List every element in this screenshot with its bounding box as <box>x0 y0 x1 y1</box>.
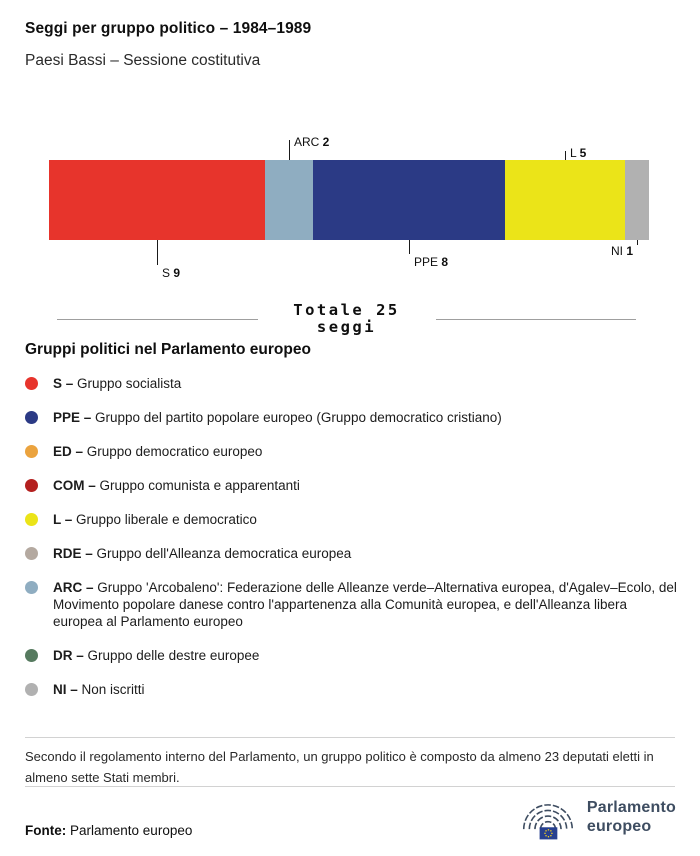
callout-tick <box>289 140 290 160</box>
callout-label-ni: NI 1 <box>610 244 633 258</box>
european-parliament-logo <box>520 791 676 843</box>
total-line1: Totale 25 <box>293 301 400 319</box>
source-text: Parlamento europeo <box>70 823 193 838</box>
legend-item-ni <box>25 681 677 698</box>
footnote-divider <box>25 737 675 738</box>
legend-dot-s <box>25 377 38 390</box>
legend-text-ed: ED – Gruppo democratico europeo <box>53 444 263 459</box>
bar-segment-ppe[interactable] <box>313 160 505 240</box>
legend-dot-ni <box>25 683 38 696</box>
hemicycle-icon <box>520 791 576 843</box>
legend-item-dr <box>25 647 677 664</box>
chart-title: Seggi per gruppo politico – 1984–1989 <box>25 20 312 37</box>
legend-item-ed <box>25 443 677 460</box>
callout-tick <box>157 240 158 265</box>
legend-dot-arc <box>25 581 38 594</box>
legend-item-rde <box>25 545 677 562</box>
hemicycle-arcs <box>524 805 573 829</box>
legend-list <box>25 375 677 698</box>
legend-dot-ppe <box>25 411 38 424</box>
legend-text-ppe: PPE – Gruppo del partito popolare europeo (Gruppo democratico cristiano) <box>53 410 502 425</box>
header <box>25 20 311 70</box>
logo-text-line2: europeo <box>586 818 652 835</box>
legend-text-com: COM – Gruppo comunista e apparentanti <box>53 478 300 493</box>
legend-text-s: S – Gruppo socialista <box>53 376 182 391</box>
legend-dot-dr <box>25 649 38 662</box>
bar-segment-arc[interactable] <box>265 160 313 240</box>
callout-tick <box>409 240 410 254</box>
logo-text-line1: Parlamento <box>586 799 676 816</box>
legend-text-rde: RDE – Gruppo dell'Alleanza democratica europea <box>53 546 352 561</box>
legend <box>25 341 677 715</box>
seat-bar <box>49 160 649 240</box>
source-label: Fonte: <box>25 823 67 838</box>
legend-item-l <box>25 511 677 528</box>
source-divider <box>25 786 675 787</box>
total-line2: seggi <box>316 318 377 336</box>
eu-flag-icon <box>539 827 557 839</box>
callout-label-arc: ARC 2 <box>294 135 330 149</box>
footnote: Secondo il regolamento interno del Parlamento, un gruppo politico è composto da almeno 23 deputati eletti in almeno sette Stati membri. <box>25 749 654 785</box>
seat-distribution-chart <box>49 134 649 282</box>
callout-tick <box>565 151 566 160</box>
legend-item-arc <box>25 579 677 630</box>
callout-tick <box>637 240 638 245</box>
bar-segment-s[interactable] <box>49 160 265 240</box>
total-seats <box>57 302 636 336</box>
legend-heading: Gruppi politici nel Parlamento europeo <box>25 341 311 358</box>
legend-dot-l <box>25 513 38 526</box>
total-divider-right <box>436 319 637 320</box>
legend-text-dr: DR – Gruppo delle destre europee <box>53 648 260 663</box>
legend-dot-ed <box>25 445 38 458</box>
bar-segment-l[interactable] <box>505 160 625 240</box>
total-divider-left <box>57 319 258 320</box>
callouts-above <box>49 134 649 160</box>
callouts-below <box>49 240 649 282</box>
legend-text-ni: NI – Non iscritti <box>53 682 145 697</box>
callout-label-l: L 5 <box>570 146 587 160</box>
callout-label-ppe: PPE 8 <box>414 255 449 269</box>
legend-dot-com <box>25 479 38 492</box>
legend-text-l: L – Gruppo liberale e democratico <box>53 512 257 527</box>
logo-text <box>587 798 676 836</box>
legend-item-ppe <box>25 409 677 426</box>
bar-segment-ni[interactable] <box>625 160 649 240</box>
source-line <box>25 823 192 838</box>
legend-item-com <box>25 477 677 494</box>
legend-item-s <box>25 375 677 392</box>
legend-dot-rde <box>25 547 38 560</box>
callout-label-s: S 9 <box>162 266 181 280</box>
chart-subtitle: Paesi Bassi – Sessione costitutiva <box>25 52 261 69</box>
total-seats-label <box>269 302 425 336</box>
legend-text-arc: ARC – Gruppo 'Arcobaleno': Federazione delle Alleanze verde–Alternativa europea, d'Agalev–Ecolo, del Movimento popolare danese contro l'appartenenza alla Comunità europea, e dell'Alleanza libera europea al Parlamento europeo <box>53 580 677 629</box>
